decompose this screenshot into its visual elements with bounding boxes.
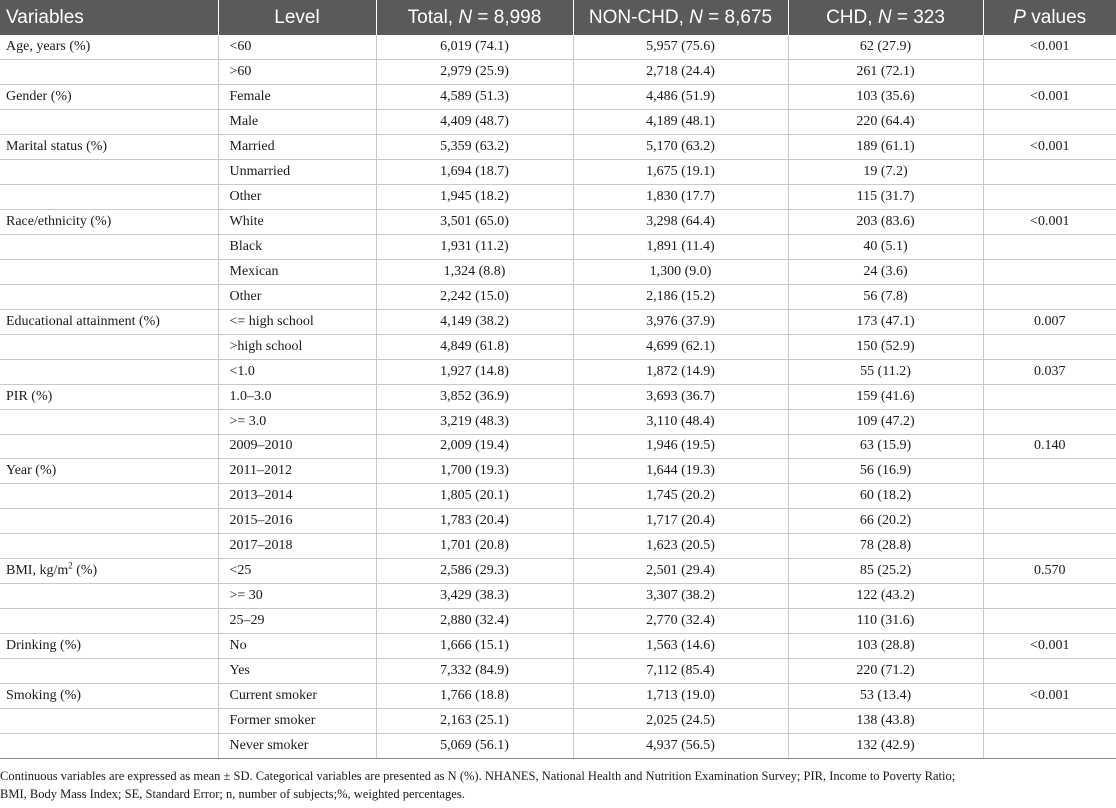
- cell-p-value: <0.001: [983, 135, 1116, 160]
- cell-level: Current smoker: [218, 683, 376, 708]
- cell-level: <25: [218, 559, 376, 584]
- cell-variable: Educational attainment (%): [0, 309, 218, 334]
- table-row: [0, 160, 1116, 185]
- header-chd: CHD, N = 323: [788, 0, 983, 35]
- cell-level: 2011–2012: [218, 459, 376, 484]
- cell-non-chd: 3,976 (37.9): [573, 309, 788, 334]
- footnote-line-2: BMI, Body Mass Index; SE, Standard Error; n, number of subjects;%, weighted percentages.: [0, 787, 465, 801]
- cell-variable: [0, 584, 218, 609]
- cell-chd: 150 (52.9): [788, 334, 983, 359]
- cell-p-value: [983, 733, 1116, 758]
- cell-total: 5,359 (63.2): [376, 135, 573, 160]
- cell-total: 2,163 (25.1): [376, 708, 573, 733]
- cell-level: >60: [218, 60, 376, 85]
- cell-non-chd: 5,170 (63.2): [573, 135, 788, 160]
- cell-level: Mexican: [218, 259, 376, 284]
- cell-p-value: [983, 284, 1116, 309]
- cell-p-value: <0.001: [983, 634, 1116, 659]
- table-row: [0, 284, 1116, 309]
- cell-level: 2013–2014: [218, 484, 376, 509]
- cell-total: 1,666 (15.1): [376, 634, 573, 659]
- cell-p-value: [983, 658, 1116, 683]
- table-body: [0, 35, 1116, 758]
- header-variables: Variables: [6, 6, 84, 28]
- cell-chd: 203 (83.6): [788, 210, 983, 235]
- cell-non-chd: 5,957 (75.6): [573, 35, 788, 60]
- cell-total: 1,701 (20.8): [376, 534, 573, 559]
- cell-total: 2,242 (15.0): [376, 284, 573, 309]
- cell-non-chd: 1,872 (14.9): [573, 359, 788, 384]
- cell-total: 4,849 (61.8): [376, 334, 573, 359]
- cell-chd: 85 (25.2): [788, 559, 983, 584]
- cell-variable: Smoking (%): [0, 683, 218, 708]
- cell-level: 2017–2018: [218, 534, 376, 559]
- cell-non-chd: 2,025 (24.5): [573, 708, 788, 733]
- footnote-line-1: Continuous variables are expressed as mean ± SD. Categorical variables are presented as N (%). NHANES, National Health and Nutrition Examination Survey; PIR, Income to Poverty Ratio;: [0, 769, 956, 783]
- table-row: [0, 509, 1116, 534]
- cell-variable: [0, 60, 218, 85]
- cell-total: 6,019 (74.1): [376, 35, 573, 60]
- table-row: [0, 110, 1116, 135]
- table-row: [0, 60, 1116, 85]
- cell-chd: 132 (42.9): [788, 733, 983, 758]
- cell-total: 1,694 (18.7): [376, 160, 573, 185]
- cell-total: 1,945 (18.2): [376, 185, 573, 210]
- cell-chd: 53 (13.4): [788, 683, 983, 708]
- cell-non-chd: 1,717 (20.4): [573, 509, 788, 534]
- table-row: [0, 658, 1116, 683]
- table-row: [0, 459, 1116, 484]
- table-row: [0, 210, 1116, 235]
- cell-total: 4,589 (51.3): [376, 85, 573, 110]
- cell-p-value: [983, 160, 1116, 185]
- table-row: [0, 235, 1116, 260]
- cell-chd: 138 (43.8): [788, 708, 983, 733]
- cell-p-value: <0.001: [983, 210, 1116, 235]
- cell-variable: [0, 110, 218, 135]
- cell-non-chd: 1,830 (17.7): [573, 185, 788, 210]
- table-row: [0, 634, 1116, 659]
- cell-total: 1,700 (19.3): [376, 459, 573, 484]
- cell-total: 3,852 (36.9): [376, 384, 573, 409]
- table-row: [0, 259, 1116, 284]
- cell-level: <= high school: [218, 309, 376, 334]
- cell-variable: [0, 359, 218, 384]
- cell-non-chd: 1,675 (19.1): [573, 160, 788, 185]
- cell-p-value: [983, 484, 1116, 509]
- cell-p-value: [983, 409, 1116, 434]
- cell-chd: 109 (47.2): [788, 409, 983, 434]
- cell-level: Female: [218, 85, 376, 110]
- cell-level: >= 30: [218, 584, 376, 609]
- cell-variable: [0, 708, 218, 733]
- cell-p-value: 0.140: [983, 434, 1116, 459]
- cell-total: 2,979 (25.9): [376, 60, 573, 85]
- cell-total: 1,783 (20.4): [376, 509, 573, 534]
- cell-chd: 40 (5.1): [788, 235, 983, 260]
- cell-chd: 19 (7.2): [788, 160, 983, 185]
- cell-level: 2009–2010: [218, 434, 376, 459]
- cell-p-value: [983, 509, 1116, 534]
- cell-variable: [0, 609, 218, 634]
- table-footnote: [0, 767, 1110, 803]
- cell-non-chd: 3,110 (48.4): [573, 409, 788, 434]
- cell-total: 1,766 (18.8): [376, 683, 573, 708]
- cell-total: 1,324 (8.8): [376, 259, 573, 284]
- cell-variable: [0, 185, 218, 210]
- cell-variable: [0, 409, 218, 434]
- cell-chd: 115 (31.7): [788, 185, 983, 210]
- table-row: [0, 559, 1116, 584]
- cell-level: 25–29: [218, 609, 376, 634]
- cell-chd: 103 (35.6): [788, 85, 983, 110]
- cell-chd: 103 (28.8): [788, 634, 983, 659]
- cell-p-value: [983, 708, 1116, 733]
- cell-non-chd: 1,623 (20.5): [573, 534, 788, 559]
- cell-chd: 56 (16.9): [788, 459, 983, 484]
- cell-level: Other: [218, 185, 376, 210]
- cell-variable: PIR (%): [0, 384, 218, 409]
- header-level: Level: [218, 0, 376, 35]
- cell-level: Former smoker: [218, 708, 376, 733]
- cell-non-chd: 4,486 (51.9): [573, 85, 788, 110]
- header-row: [0, 0, 1116, 35]
- cell-p-value: [983, 235, 1116, 260]
- cell-level: >high school: [218, 334, 376, 359]
- cell-variable: [0, 733, 218, 758]
- cell-chd: 60 (18.2): [788, 484, 983, 509]
- cell-p-value: [983, 60, 1116, 85]
- cell-non-chd: 3,693 (36.7): [573, 384, 788, 409]
- cell-p-value: [983, 185, 1116, 210]
- table-row: [0, 135, 1116, 160]
- cell-total: 4,149 (38.2): [376, 309, 573, 334]
- table-row: [0, 484, 1116, 509]
- table-row: [0, 434, 1116, 459]
- cell-level: 2015–2016: [218, 509, 376, 534]
- cell-level: Other: [218, 284, 376, 309]
- cell-total: 2,586 (29.3): [376, 559, 573, 584]
- cell-chd: 55 (11.2): [788, 359, 983, 384]
- cell-p-value: <0.001: [983, 683, 1116, 708]
- cell-non-chd: 4,189 (48.1): [573, 110, 788, 135]
- cell-chd: 56 (7.8): [788, 284, 983, 309]
- cell-total: 3,501 (65.0): [376, 210, 573, 235]
- cell-variable: [0, 160, 218, 185]
- cell-variable: [0, 509, 218, 534]
- cell-variable: BMI, $kg/m^2$ (%): [0, 559, 218, 584]
- cell-variable: [0, 334, 218, 359]
- cell-level: No: [218, 634, 376, 659]
- cell-variable: [0, 658, 218, 683]
- cell-chd: 24 (3.6): [788, 259, 983, 284]
- cell-non-chd: 2,718 (24.4): [573, 60, 788, 85]
- cell-total: 3,429 (38.3): [376, 584, 573, 609]
- cell-non-chd: 1,563 (14.6): [573, 634, 788, 659]
- cell-p-value: [983, 110, 1116, 135]
- cell-chd: 78 (28.8): [788, 534, 983, 559]
- cell-p-value: [983, 534, 1116, 559]
- cell-p-value: [983, 584, 1116, 609]
- cell-non-chd: 1,946 (19.5): [573, 434, 788, 459]
- cell-variable: Race/ethnicity (%): [0, 210, 218, 235]
- header-p-values: P values: [983, 0, 1116, 35]
- cell-variable: Drinking (%): [0, 634, 218, 659]
- table-row: [0, 334, 1116, 359]
- cell-variable: [0, 534, 218, 559]
- cell-variable: [0, 259, 218, 284]
- cell-variable: Gender (%): [0, 85, 218, 110]
- cell-total: 1,805 (20.1): [376, 484, 573, 509]
- table-row: [0, 534, 1116, 559]
- header-non-chd: NON-CHD, N = 8,675: [573, 0, 788, 35]
- cell-non-chd: 4,937 (56.5): [573, 733, 788, 758]
- cell-non-chd: 2,501 (29.4): [573, 559, 788, 584]
- table-row: [0, 609, 1116, 634]
- cell-chd: 173 (47.1): [788, 309, 983, 334]
- cell-total: 3,219 (48.3): [376, 409, 573, 434]
- cell-chd: 63 (15.9): [788, 434, 983, 459]
- cell-total: 1,931 (11.2): [376, 235, 573, 260]
- cell-non-chd: 3,298 (64.4): [573, 210, 788, 235]
- cell-variable: [0, 235, 218, 260]
- cell-level: 1.0–3.0: [218, 384, 376, 409]
- cell-p-value: 0.007: [983, 309, 1116, 334]
- cell-p-value: 0.570: [983, 559, 1116, 584]
- cell-p-value: 0.037: [983, 359, 1116, 384]
- table-row: [0, 683, 1116, 708]
- cell-variable: Marital status (%): [0, 135, 218, 160]
- cell-level: <1.0: [218, 359, 376, 384]
- table-row: [0, 35, 1116, 60]
- cell-chd: 66 (20.2): [788, 509, 983, 534]
- cell-non-chd: 1,745 (20.2): [573, 484, 788, 509]
- cell-level: Unmarried: [218, 160, 376, 185]
- cell-total: 2,880 (32.4): [376, 609, 573, 634]
- cell-p-value: <0.001: [983, 85, 1116, 110]
- table-row: [0, 584, 1116, 609]
- cell-variable: Age, years (%): [0, 35, 218, 60]
- cell-p-value: [983, 334, 1116, 359]
- cell-p-value: [983, 609, 1116, 634]
- table-row: [0, 185, 1116, 210]
- cell-p-value: [983, 459, 1116, 484]
- cell-non-chd: 3,307 (38.2): [573, 584, 788, 609]
- table-row: [0, 309, 1116, 334]
- table-row: [0, 85, 1116, 110]
- cell-chd: 189 (61.1): [788, 135, 983, 160]
- table-row: [0, 359, 1116, 384]
- cell-non-chd: 1,300 (9.0): [573, 259, 788, 284]
- table-header: [0, 0, 1116, 35]
- cell-non-chd: 2,770 (32.4): [573, 609, 788, 634]
- cell-level: White: [218, 210, 376, 235]
- cell-chd: 220 (71.2): [788, 658, 983, 683]
- cell-chd: 110 (31.6): [788, 609, 983, 634]
- cell-total: 2,009 (19.4): [376, 434, 573, 459]
- cell-total: 4,409 (48.7): [376, 110, 573, 135]
- cell-level: Never smoker: [218, 733, 376, 758]
- cell-chd: 159 (41.6): [788, 384, 983, 409]
- cell-non-chd: 2,186 (15.2): [573, 284, 788, 309]
- cell-non-chd: 1,891 (11.4): [573, 235, 788, 260]
- cell-chd: 122 (43.2): [788, 584, 983, 609]
- cell-p-value: <0.001: [983, 35, 1116, 60]
- cell-level: <60: [218, 35, 376, 60]
- cell-variable: [0, 484, 218, 509]
- cell-non-chd: 7,112 (85.4): [573, 658, 788, 683]
- cell-total: 7,332 (84.9): [376, 658, 573, 683]
- cell-variable: Year (%): [0, 459, 218, 484]
- cell-level: Black: [218, 235, 376, 260]
- cell-level: Married: [218, 135, 376, 160]
- table-row: [0, 733, 1116, 758]
- cell-level: >= 3.0: [218, 409, 376, 434]
- cell-total: 5,069 (56.1): [376, 733, 573, 758]
- cell-chd: 62 (27.9): [788, 35, 983, 60]
- cell-variable: [0, 434, 218, 459]
- cell-chd: 261 (72.1): [788, 60, 983, 85]
- header-total: Total, N = 8,998: [376, 0, 573, 35]
- cell-chd: 220 (64.4): [788, 110, 983, 135]
- cell-level: Yes: [218, 658, 376, 683]
- table-row: [0, 409, 1116, 434]
- cell-level: Male: [218, 110, 376, 135]
- cell-non-chd: 4,699 (62.1): [573, 334, 788, 359]
- cell-non-chd: 1,644 (19.3): [573, 459, 788, 484]
- cell-variable: [0, 284, 218, 309]
- cell-non-chd: 1,713 (19.0): [573, 683, 788, 708]
- cell-total: 1,927 (14.8): [376, 359, 573, 384]
- table-row: [0, 708, 1116, 733]
- table-row: [0, 384, 1116, 409]
- cell-p-value: [983, 384, 1116, 409]
- cell-p-value: [983, 259, 1116, 284]
